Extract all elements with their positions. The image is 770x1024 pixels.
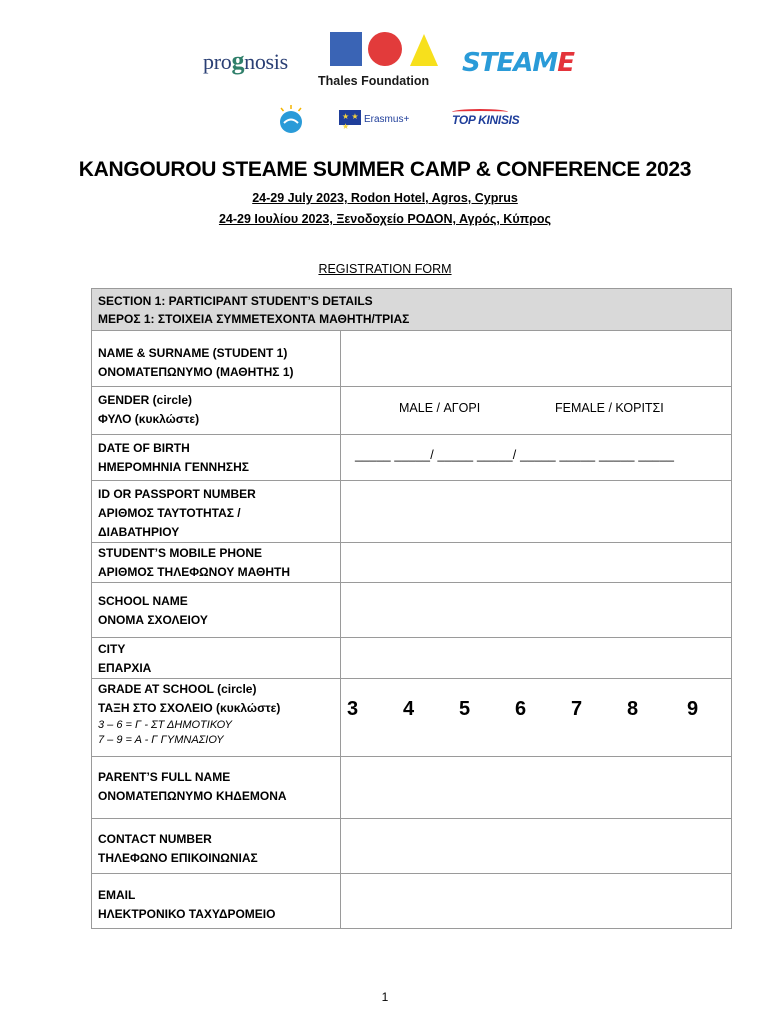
grade-option-6[interactable]: 6 <box>515 698 527 720</box>
name-field[interactable] <box>341 331 732 387</box>
grade-option-8[interactable]: 8 <box>627 698 639 720</box>
email-label: EMAIL ΗΛΕΚΤΡΟΝΙΚΟ ΤΑΧΥΔΡΟΜΕΙΟ <box>92 874 341 929</box>
contact-field[interactable] <box>341 819 732 874</box>
parent-label: PARENT’S FULL NAME ΟΝΟΜΑΤΕΠΩΝΥΜΟ ΚΗΔΕΜΟΝΑ <box>92 757 341 819</box>
registration-form-heading: REGISTRATION FORM <box>318 262 452 276</box>
school-field[interactable] <box>341 583 732 638</box>
gender-field <box>341 387 732 435</box>
page-number: 1 <box>381 990 389 1004</box>
section-header: SECTION 1: PARTICIPANT STUDENT’S DETAILS ΜΕΡΟΣ 1: ΣΤΟΙΧΕΙΑ ΣΥΜΜΕΤΕΧΟΝΤΑ ΜΑΘΗΤΗ/ΤΡΙΑΣ <box>92 289 732 331</box>
subtitle-greek: 24-29 Ιουλίου 2023, Ξενοδοχείο ΡΟΔΟΝ, Αγρός, Κύπρος <box>218 212 552 226</box>
parent-field[interactable] <box>341 757 732 819</box>
grade-option-9[interactable]: 9 <box>687 698 699 720</box>
school-row <box>92 583 732 638</box>
thales-foundation-text: Thales Foundation <box>318 74 430 88</box>
topkinisis-logo: TOP KINISIS <box>452 113 520 127</box>
gender-option-male[interactable]: MALE / ΑΓΟΡΙ <box>399 401 481 415</box>
contact-row <box>92 819 732 874</box>
email-field[interactable] <box>341 874 732 929</box>
mobile-field[interactable] <box>341 543 732 583</box>
id-label: ID OR PASSPORT NUMBER ΑΡΙΘΜΟΣ ΤΑΥΤΟΤΗΤΑΣ / ΔΙΑΒΑΤΗΡΙΟΥ <box>92 481 341 543</box>
id-field[interactable] <box>341 481 732 543</box>
grade-field <box>341 679 732 757</box>
school-label: SCHOOL NAME ΟΝΟΜΑ ΣΧΟΛΕΙΟΥ <box>92 583 341 638</box>
city-row <box>92 638 732 679</box>
mobile-row <box>92 543 732 583</box>
mobile-label: STUDENT’S MOBILE PHONE ΑΡΙΘΜΟΣ ΤΗΛΕΦΩΝΟΥ ΜΑΘΗΤΗ <box>92 543 341 583</box>
email-row <box>92 874 732 929</box>
steame-logo: STEAME <box>462 48 574 78</box>
grade-option-5[interactable]: 5 <box>459 698 471 720</box>
sun-logo-icon <box>276 104 306 134</box>
dob-blanks: _____ _____/ _____ _____/ _____ _____ _____ _____ <box>355 448 675 462</box>
subtitle-english: 24-29 July 2023, Rodon Hotel, Agros, Cyprus <box>252 191 518 205</box>
grade-label: GRADE AT SCHOOL (circle) ΤΑΞΗ ΣΤΟ ΣΧΟΛΕΙΟ (κυκλώστε) 3 – 6 = Γ - ΣΤ ΔΗΜΟΤΙΚΟΥ 7 – 9 = Α - Γ ΓΥΜΝΑΣΙΟΥ <box>92 679 341 757</box>
gender-option-female[interactable]: FEMALE / ΚΟΡΙΤΣΙ <box>555 401 664 415</box>
document-title: KANGOUROU STEAME SUMMER CAMP & CONFERENCE 2023 <box>78 158 692 181</box>
contact-label: CONTACT NUMBER ΤΗΛΕΦΩΝΟ ΕΠΙΚΟΙΝΩΝΙΑΣ <box>92 819 341 874</box>
parent-row <box>92 757 732 819</box>
name-label: NAME & SURNAME (STUDENT 1) ΟΝΟΜΑΤΕΠΩΝΥΜΟ (ΜΑΘΗΤΗΣ 1) <box>92 331 341 387</box>
prognosis-logo: prognosis <box>203 46 288 75</box>
section-header-row <box>92 289 732 331</box>
name-row <box>92 331 732 387</box>
grade-option-7[interactable]: 7 <box>571 698 583 720</box>
grade-option-3[interactable]: 3 <box>347 698 359 720</box>
grade-row <box>92 679 732 757</box>
dob-label: DATE OF BIRTH ΗΜΕΡΟΜΗΝΙΑ ΓΕΝΝΗΣΗΣ <box>92 435 341 481</box>
eu-flag-icon: ★ ★ ★ <box>339 110 361 125</box>
erasmus-logo: Erasmus+ <box>364 114 410 125</box>
dob-row <box>92 435 732 481</box>
grade-option-4[interactable]: 4 <box>403 698 415 720</box>
city-field[interactable] <box>341 638 732 679</box>
id-row <box>92 481 732 543</box>
city-label: CITY ΕΠΑΡΧΙΑ <box>92 638 341 679</box>
gender-row <box>92 387 732 435</box>
dob-field[interactable] <box>341 435 732 481</box>
registration-table <box>91 288 732 929</box>
gender-label: GENDER (circle) ΦΥΛΟ (κυκλώστε) <box>92 387 341 435</box>
